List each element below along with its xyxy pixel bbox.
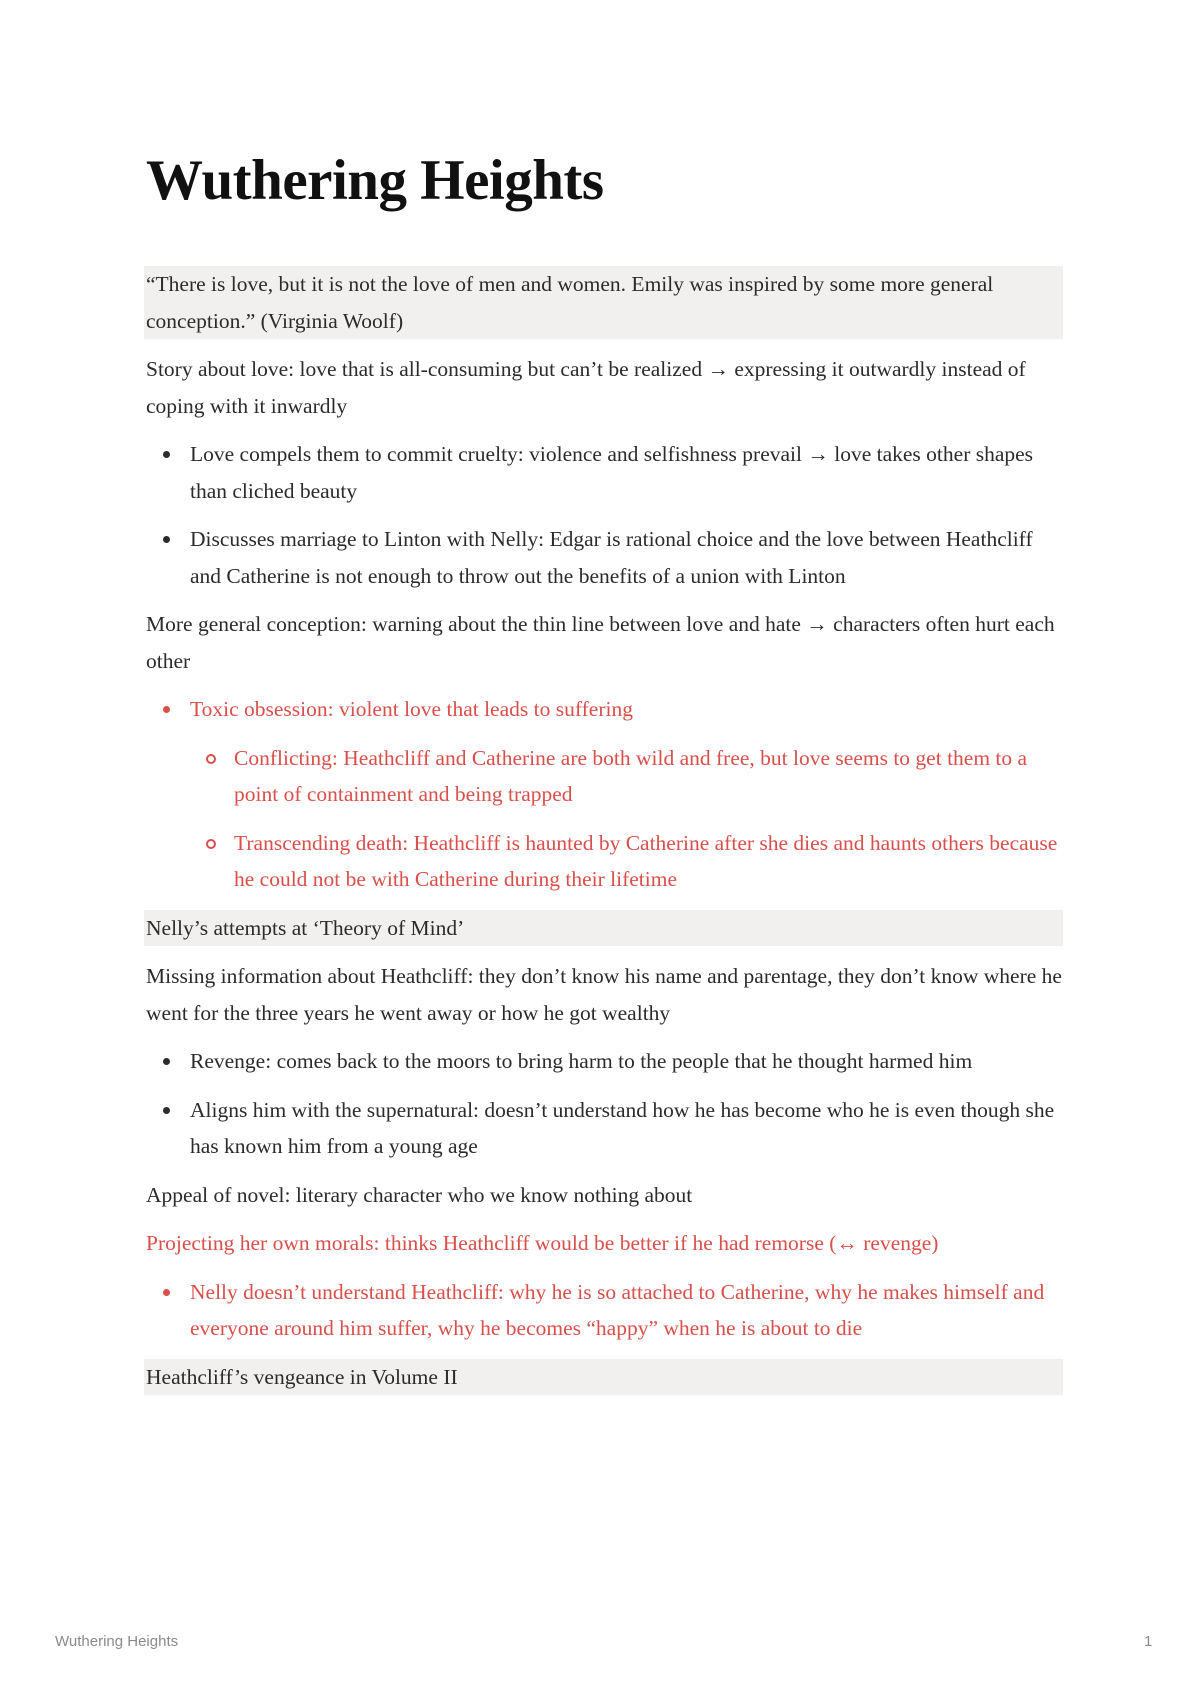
footer-document-title: Wuthering Heights (55, 1633, 179, 1650)
list-item (146, 436, 1063, 509)
list-item (146, 1043, 1063, 1080)
section-heading-vengeance: Heathcliff’s vengeance in Volume II (144, 1359, 1063, 1396)
list-item-text: Discusses marriage to Linton with Nelly: Edgar is rational choice and the love between Heathcliff and Catherine is not enough to throw out the benefits of a union with Linton (190, 527, 1033, 588)
bullet-dot-icon (163, 1289, 170, 1296)
sub-list-item-text: Conflicting: Heathcliff and Catherine are both wild and free, but love seems to get them to a point of containment and being trapped (234, 745, 1028, 806)
bullet-dot-icon (163, 1058, 170, 1065)
paragraph-missing-information: Missing information about Heathcliff: they don’t know his name and parentage, they don’t know where he went for the three years he went away or how he got wealthy (146, 964, 1062, 1025)
list-item-text: Toxic obsession: violent love that leads to suffering (190, 697, 633, 721)
document-body (146, 266, 1063, 1407)
sub-list-item (190, 825, 1063, 898)
sub-list-item-text: Transcending death: Heathcliff is haunted by Catherine after she dies and haunts others because he could not be with Catherine during their lifetime (234, 830, 1058, 891)
list-item (146, 1274, 1063, 1347)
page-title: Wuthering Heights (146, 149, 604, 212)
bullet-list-projecting (146, 1274, 1063, 1347)
list-item-text: Revenge: comes back to the moors to bring harm to the people that he thought harmed him (190, 1049, 973, 1073)
paragraph-projecting-morals: Projecting her own morals: thinks Heathcliff would be better if he had remorse (↔ revenge) (146, 1231, 939, 1255)
paragraph-story: Story about love: love that is all-consuming but can’t be realized → expressing it outwardly instead of coping with it inwardly (146, 357, 1026, 418)
list-item (146, 691, 1063, 898)
bullet-dot-icon (163, 706, 170, 713)
section-heading-theory-of-mind: Nelly’s attempts at ‘Theory of Mind’ (144, 910, 1063, 947)
bullet-dot-icon (163, 1107, 170, 1114)
list-item-text: Love compels them to commit cruelty: violence and selfishness prevail → love takes other shapes than cliched beauty (190, 442, 1034, 503)
list-item-text: Nelly doesn’t understand Heathcliff: why he is so attached to Catherine, why he makes himself and everyone around him suffer, why he becomes “happy” when he is about to die (190, 1279, 1045, 1340)
footer-page-number: 1 (1144, 1633, 1153, 1650)
sub-bullet-list (190, 740, 1063, 898)
bullet-circle-icon (206, 754, 216, 764)
bullet-dot-icon (163, 451, 170, 458)
bullet-list-missing (146, 1043, 1063, 1165)
sub-list-item (190, 740, 1063, 813)
quote-block: “There is love, but it is not the love of men and women. Emily was inspired by some more general conception.” (Virginia Woolf) (144, 266, 1063, 339)
bullet-circle-icon (206, 839, 216, 849)
bullet-list-toxic (146, 691, 1063, 898)
paragraph-general-conception: More general conception: warning about the thin line between love and hate → characters often hurt each other (146, 612, 1055, 673)
paragraph-appeal: Appeal of novel: literary character who we know nothing about (146, 1182, 693, 1207)
list-item (146, 1092, 1063, 1165)
bullet-dot-icon (163, 536, 170, 543)
list-item-text: Aligns him with the supernatural: doesn’t understand how he has become who he is even though she has known him from a young age (190, 1097, 1055, 1158)
bullet-list-story (146, 436, 1063, 594)
list-item (146, 521, 1063, 594)
